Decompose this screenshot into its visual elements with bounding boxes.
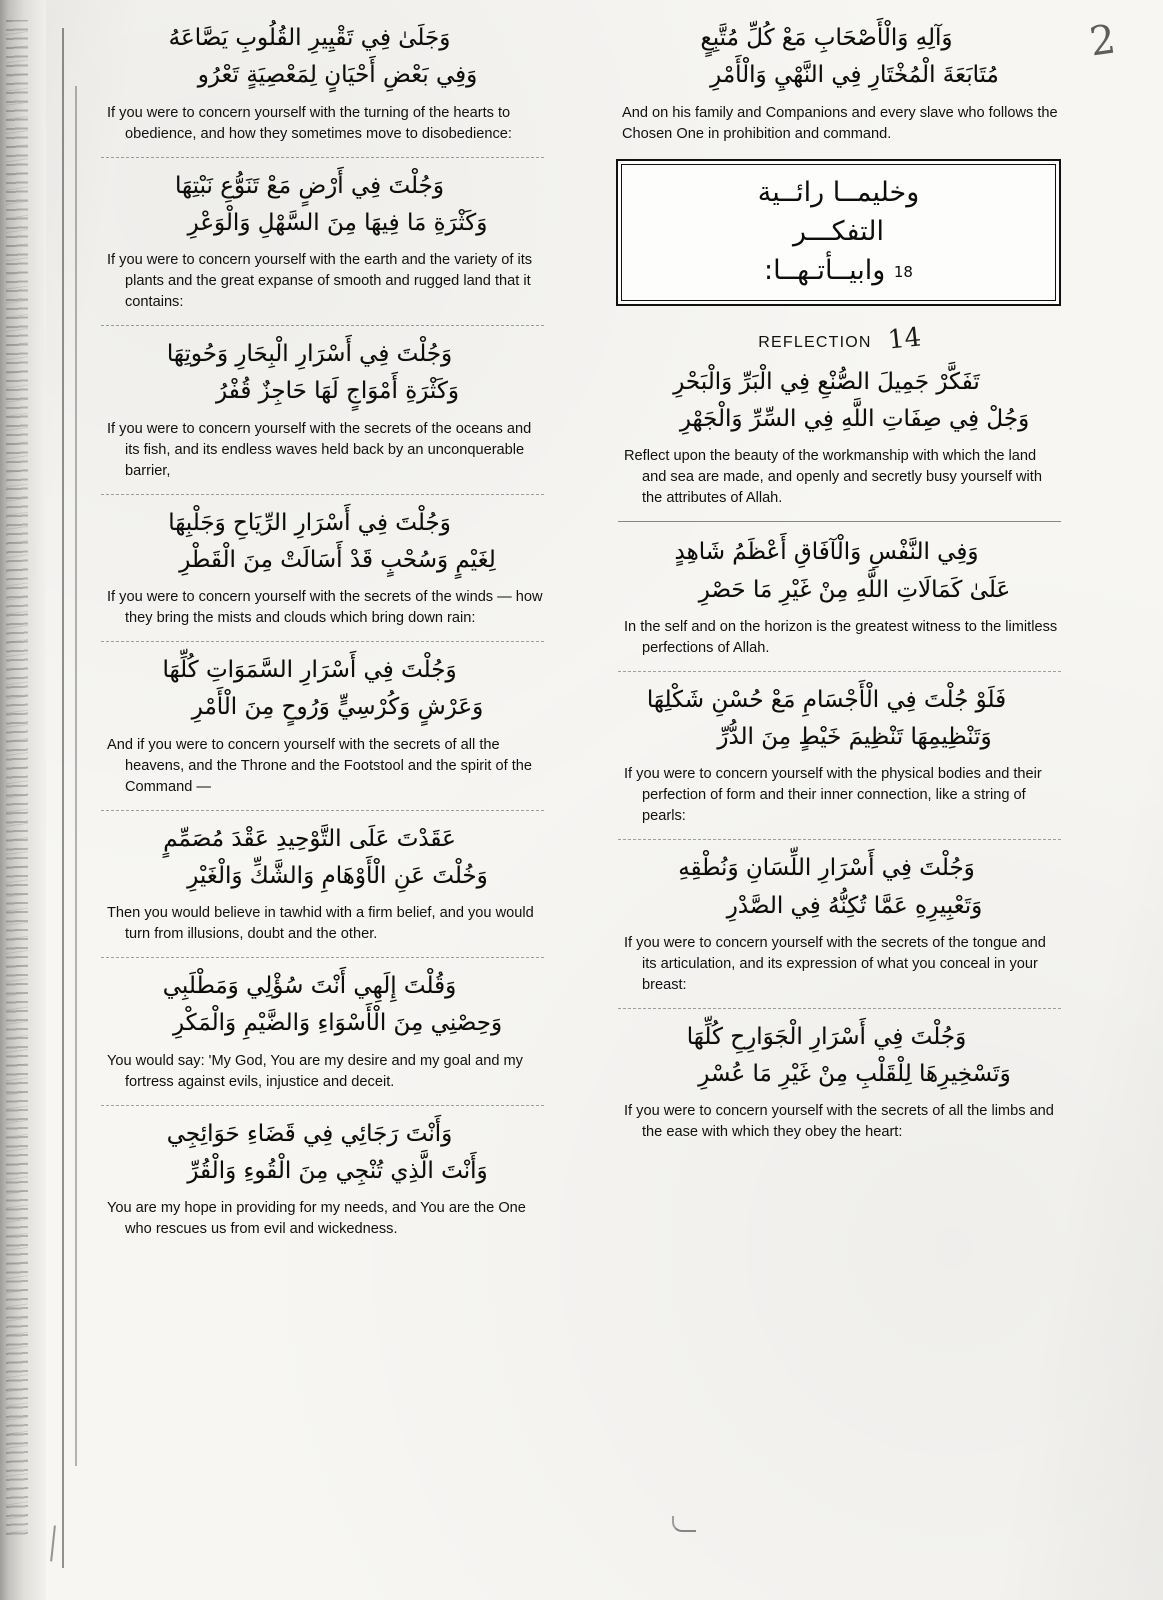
arabic-line: فَلَوْ جُلْتَ فِي الْأَجْسَامِ مَعْ حُسْنِ شَكْلِهَا [646,686,1007,713]
left-column [95,20,550,1252]
arabic-verse [95,821,550,896]
arabic-line: وَآلِهِ وَالْأَصْحَابِ مَعْ كُلِّ مُتَّبِعٍ [700,25,953,51]
arabic-line: وَفِي بَعْضِ أَحْيَانٍ لِمَعْصِيَةٍ تَعْرُو [197,62,478,89]
arabic-verse [612,682,1067,757]
arabic-verse [95,505,550,580]
arabic-verse [612,850,1067,925]
translation-text: If you were to concern yourself with the secrets of the oceans and its fish, and its endless waves held back by an unconquerable barrier, [107,420,532,479]
section-divider [101,1105,544,1106]
arabic-line: وَعَرْشٍ وَكُرْسِيٍّ وَرُوحٍ مِنَ الْأَمْرِ [191,694,484,721]
page-border-line [62,28,64,1568]
translation-paragraph [612,617,1067,659]
translation-paragraph [95,903,550,945]
translation-text: If you were to concern yourself with the earth and the variety of its plants and the great expanse of smooth and rugged land that it contains: [107,252,533,310]
arabic-line: وَأَنْتَ رَجَائِي فِي قَضَاءِ حَوَائِجِي [166,1120,453,1147]
section-divider [101,157,544,158]
section-divider [618,521,1061,522]
arabic-verse [95,336,550,411]
translation-paragraph [95,103,550,145]
reflection-heading [612,324,1067,354]
arabic-line: وَجَلَىٰ فِي تَقْيِيرِ القُلُوبِ يَصَّاعَهُ [168,25,451,51]
translation-paragraph [612,1101,1067,1143]
arabic-heading-box [616,159,1061,306]
heading-line-3 [636,251,1041,290]
arabic-line: وَخُلْتَ عَنِ الْأَوْهَامِ وَالشَّكِّ وَالْغَيْرِ [187,862,488,889]
arabic-line: وَتَعْبِيرِهِ عَمَّا تُكِنُّهُ فِي الصَّدْرِ [726,892,983,919]
section-divider [618,671,1061,672]
heading-line-1: وخليمــا رائــية [757,176,920,208]
translation-text: If you were to concern yourself with the turning of the hearts to obedience, and how they sometimes move to disobedience: [107,104,512,142]
translation-text: If you were to concern yourself with the secrets of the tongue and its articulation, and its expression of what you conceal in your breast: [624,934,1046,993]
scan-edge-shadow [0,0,46,1600]
arabic-line: وَجُلْتَ فِي أَسْرَارِ اللِّسَانِ وَنُطْقِهِ [678,855,975,882]
translation-paragraph [95,419,550,482]
translation-paragraph [95,1051,550,1093]
arabic-verse [612,534,1067,609]
section-divider [101,641,544,642]
scan-artifact-mark-secondary [672,1516,696,1532]
arabic-line: لِغَيْمٍ وَسُحْبٍ قَدْ أَسَالَتْ مِنَ الْقَطْرِ [179,546,496,573]
arabic-line: وَتَنْظِيمِهَا تَنْظِيمَ خَيْطٍ مِنَ الدُّرِّ [717,724,992,751]
section-divider [101,494,544,495]
translation-paragraph [95,1198,550,1240]
arabic-line: تَفَكَّرْ جَمِيلَ الصُّنْعِ فِي الْبَرِّ وَالْبَحْرِ [673,368,980,395]
section-divider [618,839,1061,840]
arabic-line: وَفِي النَّفْسِ وَالْآفَاقِ أَعْظَمُ شَاهِدٍ [674,539,979,566]
arabic-line: عَلَىٰ كَمَالَاتِ اللَّهِ مِنْ غَيْرِ مَا حَصْرِ [698,576,1011,603]
arabic-line: وَقُلْتَ إِلَهِي أَنْتَ سُؤْلِي وَمَطْلَبِي [162,973,457,999]
heading-line-3-text: وابيــأتـهــا: [764,254,886,286]
arabic-line: وَجُلْ فِي صِفَاتِ اللَّهِ فِي السِّرِّ وَالْجَهْرِ [679,406,1030,433]
translation-text: And on his family and Companions and every slave who follows the Chosen One in prohibition and command. [622,104,1058,142]
heading-line-2: التفكـــر [792,215,885,247]
translation-paragraph [612,446,1067,509]
translation-text: You would say: 'My God, You are my desire and my goal and my fortress against evils, injustice and deceit. [107,1052,523,1090]
arabic-line: وَجُلْتَ فِي أَسْرَارِ الْبِحَارِ وَحُوتِهَا [166,341,453,367]
page-number: 2 [1086,16,1119,66]
arabic-verse [95,20,550,95]
translation-paragraph [612,764,1067,827]
arabic-verse [95,1116,550,1191]
translation-text: Reflect upon the beauty of the workmanship with which the land and sea are made, and openly and secretly busy yourself with the attributes of Allah. [624,448,1042,507]
right-column [612,20,1067,1155]
arabic-line: وَكَثْرَةِ مَا فِيهَا مِنَ السَّهْلِ وَالْوَعْرِ [187,209,488,236]
arabic-verse [612,364,1067,439]
arabic-line: وَجُلْتَ فِي أَسْرَارِ السَّمَوَاتِ كُلِّهَا [162,657,457,683]
arabic-line: مُتَابَعَةَ الْمُخْتَارِ فِي النَّهْيِ وَالْأَمْرِ [710,62,999,89]
column-divider [588,30,589,1550]
reflection-number: 14 [886,322,923,356]
translation-paragraph [95,250,550,313]
scan-edge-speckle [6,20,28,1540]
translation-text: In the self and on the horizon is the greatest witness to the limitless perfections of Allah. [624,618,1058,656]
arabic-verse [612,1019,1067,1094]
arabic-verse [95,168,550,243]
translation-paragraph [612,933,1067,996]
heading-verse-count: 18 [893,262,913,281]
reflection-label: REFLECTION [758,333,872,351]
arabic-line: وَجُلْتَ فِي أَسْرَارِ الْجَوَارِحِ كُلِّهَا [686,1023,967,1050]
translation-paragraph [95,587,550,629]
translation-text: And if you were to concern yourself with the secrets of all the heavens, and the Throne and the Footstool and the spirit of the Command — [107,736,533,795]
arabic-line: وَجُلْتَ فِي أَرْضٍ مَعْ تَنَوُّعِ نَبْتِهَا [175,172,444,199]
translation-text: Then you would believe in tawhid with a firm belief, and you would turn from illusions, doubt and the other. [107,905,534,942]
arabic-line: عَقَدْتَ عَلَى التَّوْحِيدِ عَقْدَ مُصَمِّمٍ [163,825,456,852]
arabic-heading-box-inner [621,164,1056,301]
arabic-verse [95,968,550,1043]
arabic-line: وَأَنْتَ الَّذِي تُنْجِي مِنَ الْقُوءِ وَالْقُرِّ [187,1157,488,1184]
section-divider [101,810,544,811]
section-divider [101,957,544,958]
translation-text: If you were to concern yourself with the secrets of all the limbs and the ease with which they obey the heart: [624,1103,1054,1141]
page-border-line-inner [75,86,77,1466]
translation-paragraph [612,103,1067,145]
arabic-verse [95,652,550,727]
translation-text: If you were to concern yourself with the secrets of the winds — how they bring the mists and clouds which bring down rain: [107,589,543,626]
translation-text: If you were to concern yourself with the physical bodies and their perfection of form and their inner connection, like a string of pearls: [624,766,1042,825]
section-divider [618,1008,1061,1009]
arabic-line: وَتَسْخِيرِهَا لِلْقَلْبِ مِنْ غَيْرِ مَا عُسْرِ [698,1061,1011,1088]
arabic-line: وَحِصْنِي مِنَ الْأَسْوَاءِ وَالضَّيْمِ وَالْمَكْرِ [172,1010,503,1037]
translation-text: You are my hope in providing for my needs, and You are the One who rescues us from evil and wickedness. [107,1200,526,1237]
arabic-line: وَجُلْتَ فِي أَسْرَارِ الرِّيَاحِ وَجَلْبِهَا [168,509,451,536]
translation-paragraph [95,735,550,798]
arabic-verse [612,20,1067,95]
section-divider [101,325,544,326]
arabic-line: وَكَثْرَةِ أَمْوَاجٍ لَهَا حَاجِزٌ قُفْرُ [216,378,459,405]
